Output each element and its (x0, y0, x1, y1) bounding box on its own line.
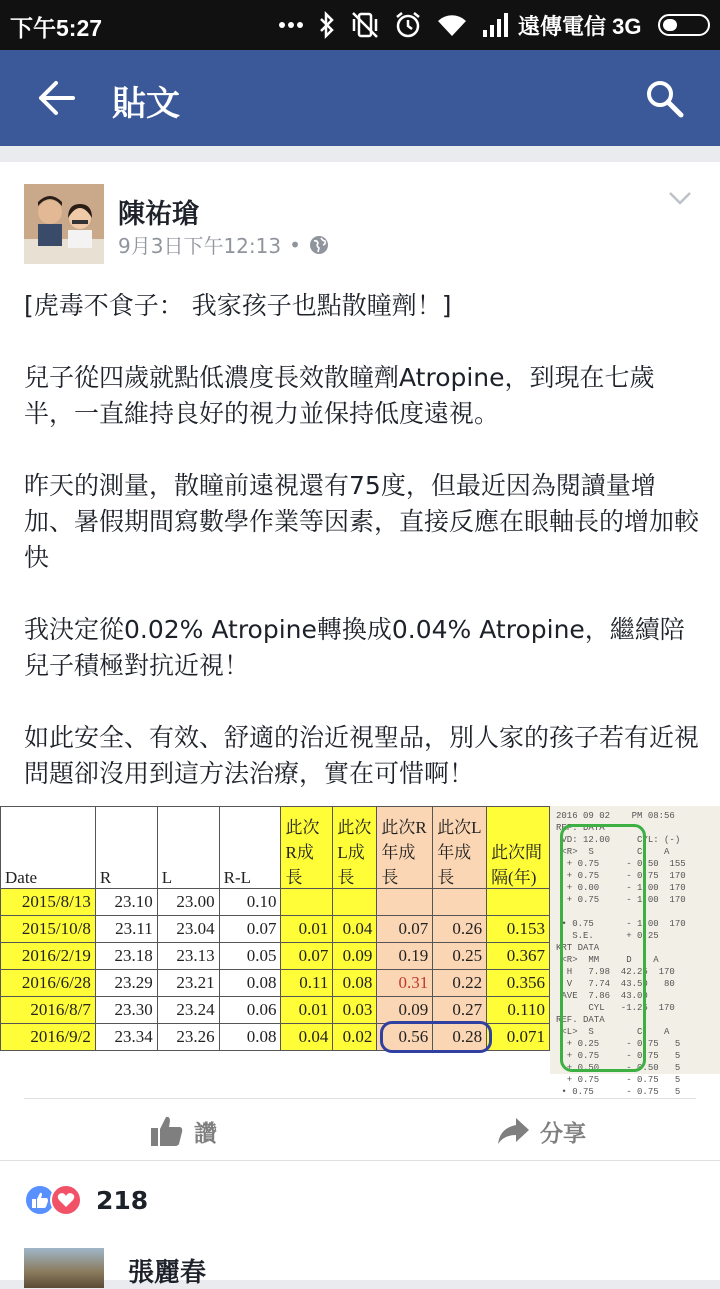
like-button[interactable] (150, 1112, 217, 1150)
table-cell: 0.153 (487, 916, 550, 943)
reaction-count: 218 (96, 1185, 149, 1215)
table-cell: 0.01 (281, 916, 333, 943)
header-cell: R (95, 807, 157, 889)
table-cell (487, 889, 550, 916)
refraction-receipt: 2016 09 02 PM 08:56 REF. DATA VD: 12.00 CYL: (-) <R> S C A + 0.75 - 0.50 155 + 0.75 - 0.75 170 + 0.00 - 1.00 170 + 0.75 - 1.00 170 • 0.75 - 1.00 170 S.E. + 0.25 KRT DATA <R> MM D A H 7.98 42.25 170 V 7.74 43.50 80 AVE 7.86 43.00 CYL -1.25 170 REF. DATA <L> S C A + 0.25 - 0.75 5 + 0.75 - 0.75 5 + 0.50 - 0.50 5 + 0.75 - 0.75 5 • 0.75 - 0.75 5 (550, 806, 720, 1074)
table-cell: 0.02 (333, 1024, 377, 1051)
table-cell: 2016/8/7 (1, 997, 96, 1024)
status-time: 下午5:27 (10, 15, 103, 41)
globe-icon (309, 235, 329, 255)
share-label: 分享 (540, 1120, 586, 1147)
commenter-avatar[interactable] (24, 1248, 104, 1288)
table-cell: 23.24 (157, 997, 219, 1024)
post-time[interactable]: 9月3日下午12:13 (118, 234, 282, 258)
table-cell: 23.00 (157, 889, 219, 916)
table-cell: 2016/2/19 (1, 943, 96, 970)
table-cell: 23.29 (95, 970, 157, 997)
post-meta (118, 230, 329, 259)
header-cell: R-L (219, 807, 281, 889)
bluetooth-icon (318, 12, 336, 38)
table-cell: 0.04 (281, 1024, 333, 1051)
table-cell (281, 889, 333, 916)
table-cell: 0.356 (487, 970, 550, 997)
table-cell: 0.05 (219, 943, 281, 970)
status-icons (278, 10, 510, 40)
table-cell: 0.08 (219, 1024, 281, 1051)
table-cell: 23.30 (95, 997, 157, 1024)
header-cell: 此次R成長 (281, 807, 333, 889)
table-cell: 0.07 (377, 916, 433, 943)
alarm-icon (394, 11, 422, 39)
post-photo[interactable] (0, 806, 720, 1097)
vibrate-off-icon (350, 11, 380, 39)
table-cell: 23.21 (157, 970, 219, 997)
table-cell: 23.18 (95, 943, 157, 970)
receipt-highlight-box (560, 824, 646, 1072)
table-cell: 23.13 (157, 943, 219, 970)
table-cell: 0.26 (433, 916, 487, 943)
table-cell: 0.09 (333, 943, 377, 970)
header-cell: 此次L年成長 (433, 807, 487, 889)
header-cell: 此次L成長 (333, 807, 377, 889)
table-cell: 0.08 (219, 970, 281, 997)
share-button[interactable] (496, 1112, 586, 1150)
table-cell: 0.01 (281, 997, 333, 1024)
commenter-name[interactable]: 張麗春 (128, 1258, 207, 1288)
search-icon[interactable] (644, 78, 684, 118)
table-cell: 23.26 (157, 1024, 219, 1051)
post-paragraph: 如此安全、有效、舒適的治近視聖品，別人家的孩子若有近視問題卻沒用到這方法治療，實在可惜啊！ (24, 723, 700, 788)
table-cell: 0.04 (333, 916, 377, 943)
highlight-circle (380, 1021, 492, 1053)
table-row (1, 943, 550, 970)
author-avatar[interactable] (24, 184, 104, 264)
status-bar (0, 0, 720, 50)
table-row (1, 889, 550, 916)
avatar-photo-icon (24, 184, 104, 264)
table-cell (433, 889, 487, 916)
table-cell: 0.25 (433, 943, 487, 970)
table-cell: 0.03 (333, 997, 377, 1024)
table-cell: 2016/9/2 (1, 1024, 96, 1051)
love-reaction-icon (50, 1184, 82, 1216)
table-cell: 2015/10/8 (1, 916, 96, 943)
battery-icon (658, 14, 710, 36)
post-paragraph: 昨天的測量，散瞳前遠視還有75度，但最近因為閱讀量增加、暑假期間寫數學作業等因素，直接反應在眼軸長的增加較快 (24, 471, 700, 572)
measurement-table (0, 806, 550, 1051)
share-arrow-icon (496, 1116, 530, 1146)
table-cell: 0.22 (433, 970, 487, 997)
reactions-summary[interactable] (24, 1184, 148, 1216)
table-cell: 0.110 (487, 997, 550, 1024)
header-cell: Date (1, 807, 96, 889)
table-cell: 0.367 (487, 943, 550, 970)
table-header-row (1, 807, 550, 889)
author-name[interactable]: 陳祐瑲 (118, 199, 199, 230)
post-card (0, 162, 720, 1288)
table-cell: 0.56 (377, 1024, 433, 1051)
meta-separator: • (289, 232, 301, 257)
table-cell: 0.07 (281, 943, 333, 970)
table-cell: 0.27 (433, 997, 487, 1024)
table-cell: 0.06 (219, 997, 281, 1024)
header-cell: 此次R年成長 (377, 807, 433, 889)
page-title: 貼文 (112, 84, 180, 124)
table-cell: 23.34 (95, 1024, 157, 1051)
table-cell: 23.10 (95, 889, 157, 916)
wifi-icon (436, 12, 468, 38)
post-paragraph: 兒子從四歲就點低濃度長效散瞳劑Atropine，到現在七歲半，一直維持良好的視力並保持低度遠視。 (24, 363, 655, 428)
divider (0, 1160, 720, 1161)
like-label: 讚 (194, 1120, 217, 1147)
table-row (1, 970, 550, 997)
table-cell (333, 889, 377, 916)
post-body (24, 288, 704, 792)
table-cell: 0.071 (487, 1024, 550, 1051)
table-row (1, 916, 550, 943)
table-cell: 23.11 (95, 916, 157, 943)
more-icon (278, 21, 304, 29)
header-cell: L (157, 807, 219, 889)
table-cell: 0.07 (219, 916, 281, 943)
table-cell: 2016/6/28 (1, 970, 96, 997)
table-cell: 0.09 (377, 997, 433, 1024)
post-paragraph: [虎毒不食子： 我家孩子也點散瞳劑！] (24, 291, 452, 320)
post-paragraph: 我決定從0.02% Atropine轉換成0.04% Atropine，繼續陪兒子積極對抗近視！ (24, 615, 685, 680)
header-cell: 此次間隔(年) (487, 807, 550, 889)
signal-icon (482, 12, 510, 38)
table-cell: 0.28 (433, 1024, 487, 1051)
table-cell: 23.04 (157, 916, 219, 943)
thumbs-up-icon (150, 1115, 184, 1147)
divider (24, 1098, 696, 1099)
back-arrow-icon[interactable] (36, 80, 76, 116)
table-cell: 0.31 (377, 970, 433, 997)
table-row (1, 997, 550, 1024)
app-bar (0, 50, 720, 146)
carrier-name: 遠傳電信 3G (518, 14, 642, 39)
table-cell: 0.10 (219, 889, 281, 916)
table-cell: 0.08 (333, 970, 377, 997)
table-cell: 0.11 (281, 970, 333, 997)
table-cell: 2015/8/13 (1, 889, 96, 916)
table-cell: 0.19 (377, 943, 433, 970)
table-cell (377, 889, 433, 916)
chevron-down-icon[interactable] (668, 190, 692, 206)
